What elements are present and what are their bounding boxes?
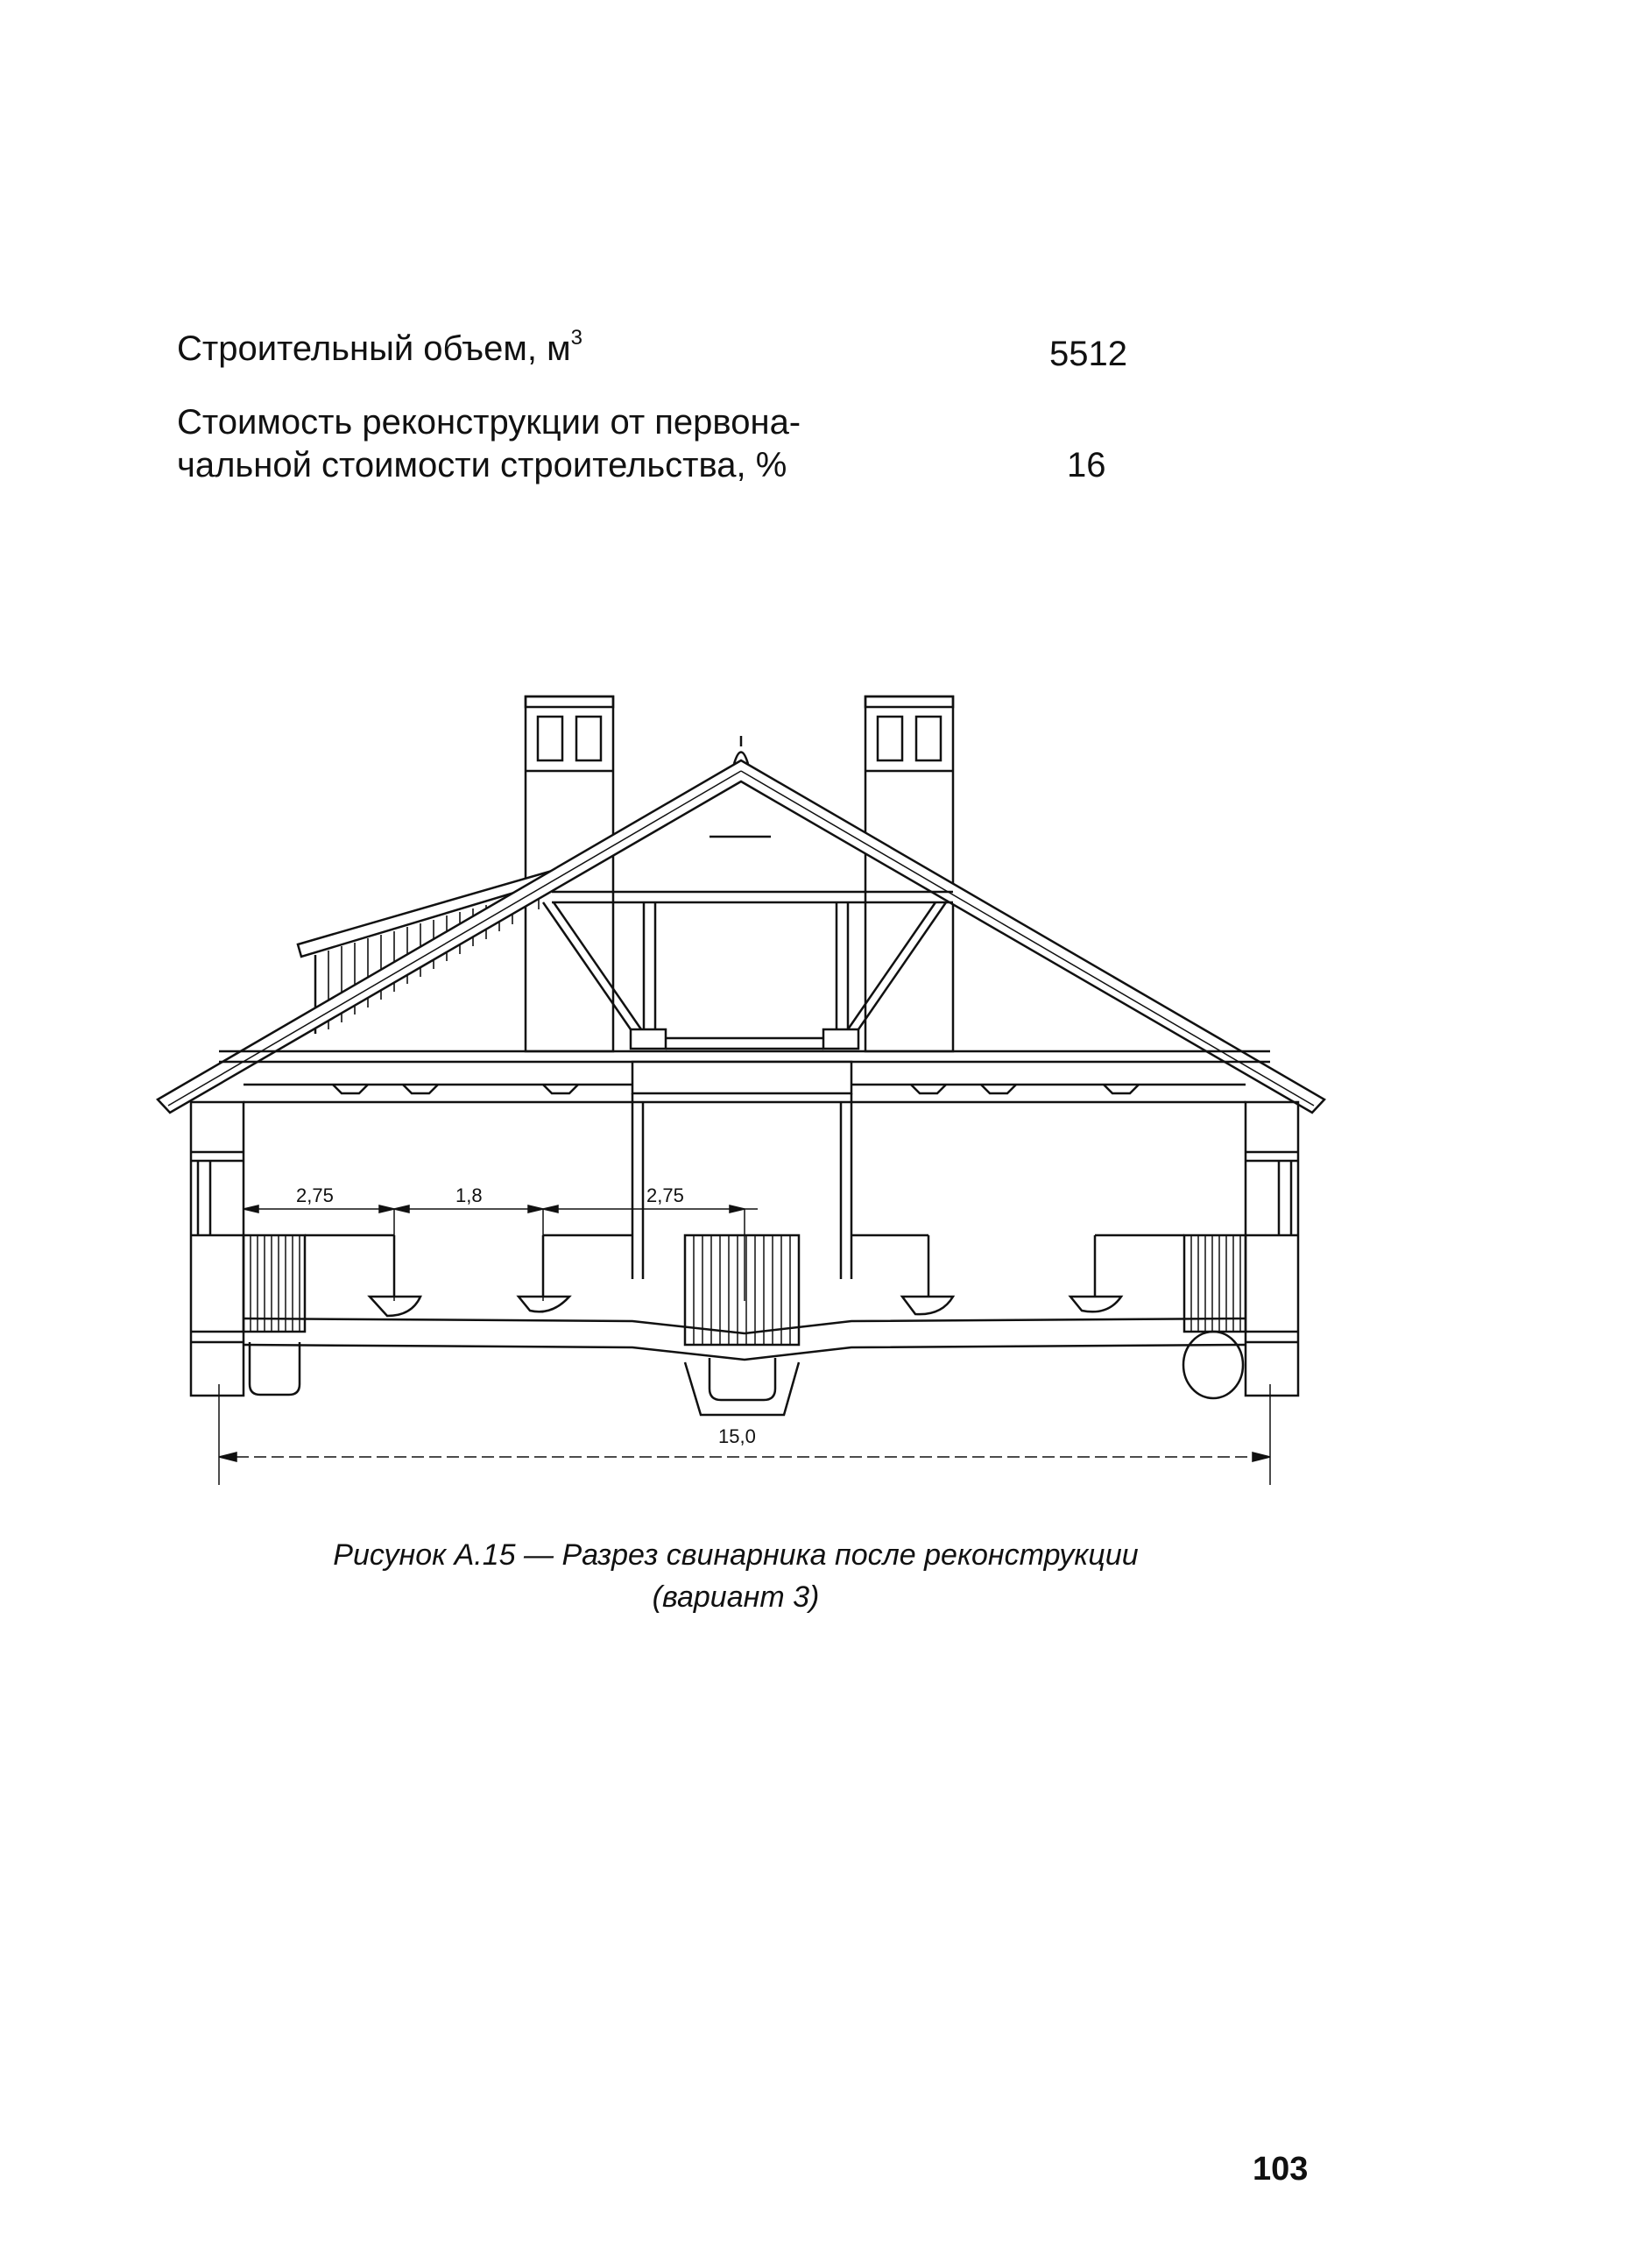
spec-building-volume-value: 5512 (1049, 335, 1127, 373)
wall-left (191, 1102, 244, 1396)
dimension-label-span-a: 2,75 (296, 1184, 334, 1206)
dimension-spans (244, 1205, 758, 1301)
slatted-floor-left (244, 1235, 305, 1395)
page-number: 103 (1253, 2151, 1309, 2188)
figure-caption-line1: Рисунок А.15 — Разрез свинарника после реконструкции (333, 1538, 1139, 1572)
central-corridor (632, 1062, 851, 1279)
spec-cost-label-line1: Стоимость реконструкции от первона- (177, 403, 801, 442)
figure-caption-line2: (вариант 3) (652, 1580, 820, 1614)
feeders (370, 1297, 1121, 1316)
slatted-floor-center (685, 1235, 799, 1415)
slatted-floor-right (1183, 1235, 1246, 1398)
dimension-label-span-c: 2,75 (646, 1184, 684, 1206)
wall-right (1246, 1102, 1298, 1396)
spec-cost-label-line2: чальной стоимости строительства, % (177, 446, 787, 484)
spec-building-volume-label: Строительный объем, $м^3$ (177, 326, 582, 368)
spec-cost-value: 16 (1067, 446, 1106, 484)
floor-slab (244, 1318, 1246, 1360)
superscript-3: 3 (570, 326, 582, 350)
pitched-roof (158, 736, 1324, 1113)
pigsty-section-drawing (140, 683, 1366, 1516)
dimension-label-total: 15,0 (718, 1425, 756, 1447)
dimension-label-span-b: 1,8 (455, 1184, 483, 1206)
